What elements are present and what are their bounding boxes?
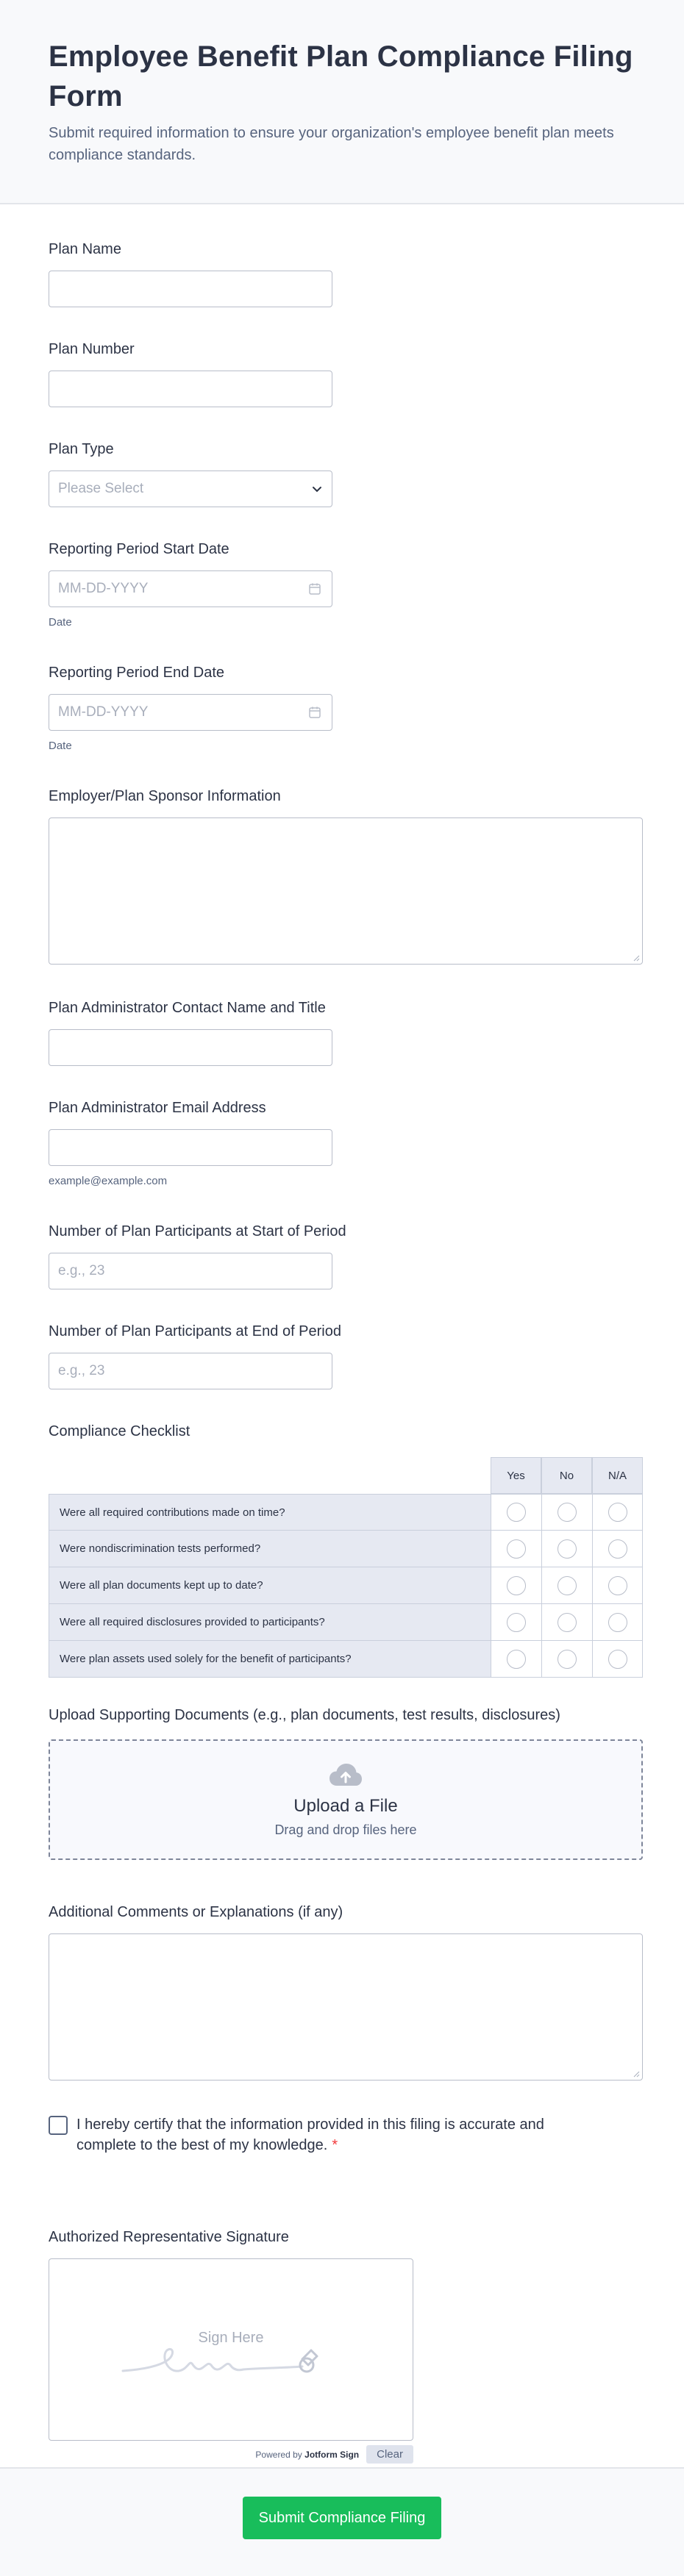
checklist-field [49, 1422, 643, 1678]
clear-signature-button[interactable]: Clear [366, 2445, 413, 2464]
start-date-placeholder: MM-DD-YYYY [58, 581, 149, 596]
matrix-row-question: Were all required contributions made on time? [49, 1494, 491, 1531]
admin-email-label: Plan Administrator Email Address [49, 1100, 266, 1116]
matrix-row [49, 1494, 643, 1531]
required-mark: * [332, 2137, 338, 2153]
start-date-input[interactable] [49, 570, 332, 607]
end-date-placeholder: MM-DD-YYYY [58, 704, 149, 720]
plan-number-field [49, 340, 332, 407]
submit-button[interactable]: Submit Compliance Filing [243, 2497, 441, 2539]
start-date-label: Reporting Period Start Date [49, 541, 229, 557]
form-subtitle: Submit required information to ensure your organization's employee benefit plan meets compliance standards. [49, 125, 614, 163]
matrix-row-question: Were all required disclosures provided to participants? [49, 1604, 491, 1641]
radio-no[interactable] [557, 1503, 577, 1522]
signature-label: Authorized Representative Signature [49, 2229, 289, 2245]
participants-start-placeholder: e.g., 23 [58, 1263, 105, 1278]
participants-end-label: Number of Plan Participants at End of Period [49, 1323, 341, 1339]
admin-contact-input[interactable] [49, 1029, 332, 1066]
admin-email-input[interactable] [49, 1129, 332, 1166]
admin-contact-label: Plan Administrator Contact Name and Title [49, 1000, 326, 1016]
radio-na[interactable] [608, 1650, 627, 1669]
form-title: Employee Benefit Plan Compliance Filing Form [49, 40, 633, 112]
radio-yes[interactable] [507, 1650, 526, 1669]
certify-label: I hereby certify that the information provided in this filing is accurate and complete to the best of my knowledge. [76, 2117, 544, 2153]
participants-end-input[interactable] [49, 1353, 332, 1389]
matrix-col-no: No [541, 1457, 592, 1494]
matrix-row [49, 1604, 643, 1641]
radio-na[interactable] [608, 1576, 627, 1595]
radio-yes[interactable] [507, 1576, 526, 1595]
plan-type-field [49, 440, 332, 507]
radio-na[interactable] [608, 1503, 627, 1522]
admin-contact-field [49, 998, 332, 1066]
form-footer [0, 2467, 684, 2576]
checklist-matrix [49, 1457, 643, 1678]
end-date-input[interactable] [49, 694, 332, 731]
admin-email-sublabel: example@example.com [49, 1175, 168, 1187]
radio-na[interactable] [608, 1539, 627, 1559]
cloud-upload-icon [328, 1762, 363, 1789]
comments-textarea[interactable] [49, 1933, 643, 2081]
participants-start-label: Number of Plan Participants at Start of Period [49, 1223, 346, 1239]
radio-na[interactable] [608, 1613, 627, 1632]
form-body [0, 204, 684, 2466]
calendar-icon[interactable] [308, 582, 321, 595]
certify-checkbox[interactable] [49, 2116, 68, 2135]
radio-yes[interactable] [507, 1503, 526, 1522]
upload-field [49, 1706, 643, 1860]
certify-row [49, 2114, 608, 2155]
radio-no[interactable] [557, 1613, 577, 1632]
checklist-label: Compliance Checklist [49, 1423, 190, 1439]
signature-field [49, 2228, 413, 2464]
matrix-row-question: Were plan assets used solely for the benefit of participants? [49, 1641, 491, 1678]
upload-hint: Drag and drop files here [274, 1822, 417, 1837]
resize-handle-icon[interactable] [633, 954, 640, 962]
admin-email-field [49, 1098, 332, 1187]
end-date-sublabel: Date [49, 740, 72, 752]
radio-yes[interactable] [507, 1539, 526, 1559]
matrix-row-question: Were nondiscrimination tests performed? [49, 1531, 491, 1567]
comments-field [49, 1903, 643, 2081]
matrix-row [49, 1641, 643, 1678]
plan-number-input[interactable] [49, 371, 332, 407]
upload-label: Upload Supporting Documents (e.g., plan documents, test results, disclosures) [49, 1707, 560, 1723]
powered-prefix: Powered by [255, 2449, 302, 2460]
participants-end-field [49, 1322, 341, 1389]
chevron-down-icon [311, 483, 323, 495]
signature-pad[interactable] [49, 2258, 413, 2441]
participants-start-input[interactable] [49, 1253, 332, 1289]
signature-placeholder: Sign Here [198, 2330, 264, 2346]
signature-footer [49, 2445, 413, 2464]
plan-name-label: Plan Name [49, 241, 121, 257]
matrix-col-yes: Yes [491, 1457, 541, 1494]
sponsor-info-textarea[interactable] [49, 817, 643, 965]
participants-start-field [49, 1222, 346, 1289]
upload-dropzone[interactable] [49, 1739, 643, 1860]
matrix-row [49, 1567, 643, 1604]
matrix-col-na: N/A [592, 1457, 643, 1494]
plan-type-select[interactable] [49, 471, 332, 507]
plan-type-label: Plan Type [49, 441, 114, 457]
end-date-label: Reporting Period End Date [49, 665, 225, 681]
plan-number-label: Plan Number [49, 341, 135, 357]
participants-end-placeholder: e.g., 23 [58, 1363, 105, 1378]
radio-no[interactable] [557, 1576, 577, 1595]
powered-by [255, 2450, 359, 2460]
radio-yes[interactable] [507, 1613, 526, 1632]
matrix-corner [49, 1457, 491, 1494]
certify-text[interactable] [76, 2114, 608, 2155]
certify-field [49, 2114, 608, 2155]
comments-label: Additional Comments or Explanations (if any) [49, 1904, 343, 1920]
start-date-field [49, 540, 332, 629]
radio-no[interactable] [557, 1650, 577, 1669]
matrix-row [49, 1531, 643, 1567]
form-header [0, 0, 684, 204]
calendar-icon[interactable] [308, 706, 321, 719]
resize-handle-icon[interactable] [633, 2070, 640, 2078]
matrix-row-question: Were all plan documents kept up to date? [49, 1567, 491, 1604]
powered-brand: Jotform Sign [304, 2449, 360, 2460]
end-date-field [49, 663, 332, 752]
sponsor-info-field [49, 787, 643, 965]
radio-no[interactable] [557, 1539, 577, 1559]
start-date-sublabel: Date [49, 616, 72, 629]
plan-name-field [49, 240, 332, 307]
plan-name-input[interactable] [49, 271, 332, 307]
plan-type-placeholder: Please Select [58, 481, 144, 496]
upload-title: Upload a File [293, 1795, 398, 1816]
sponsor-info-label: Employer/Plan Sponsor Information [49, 788, 281, 804]
